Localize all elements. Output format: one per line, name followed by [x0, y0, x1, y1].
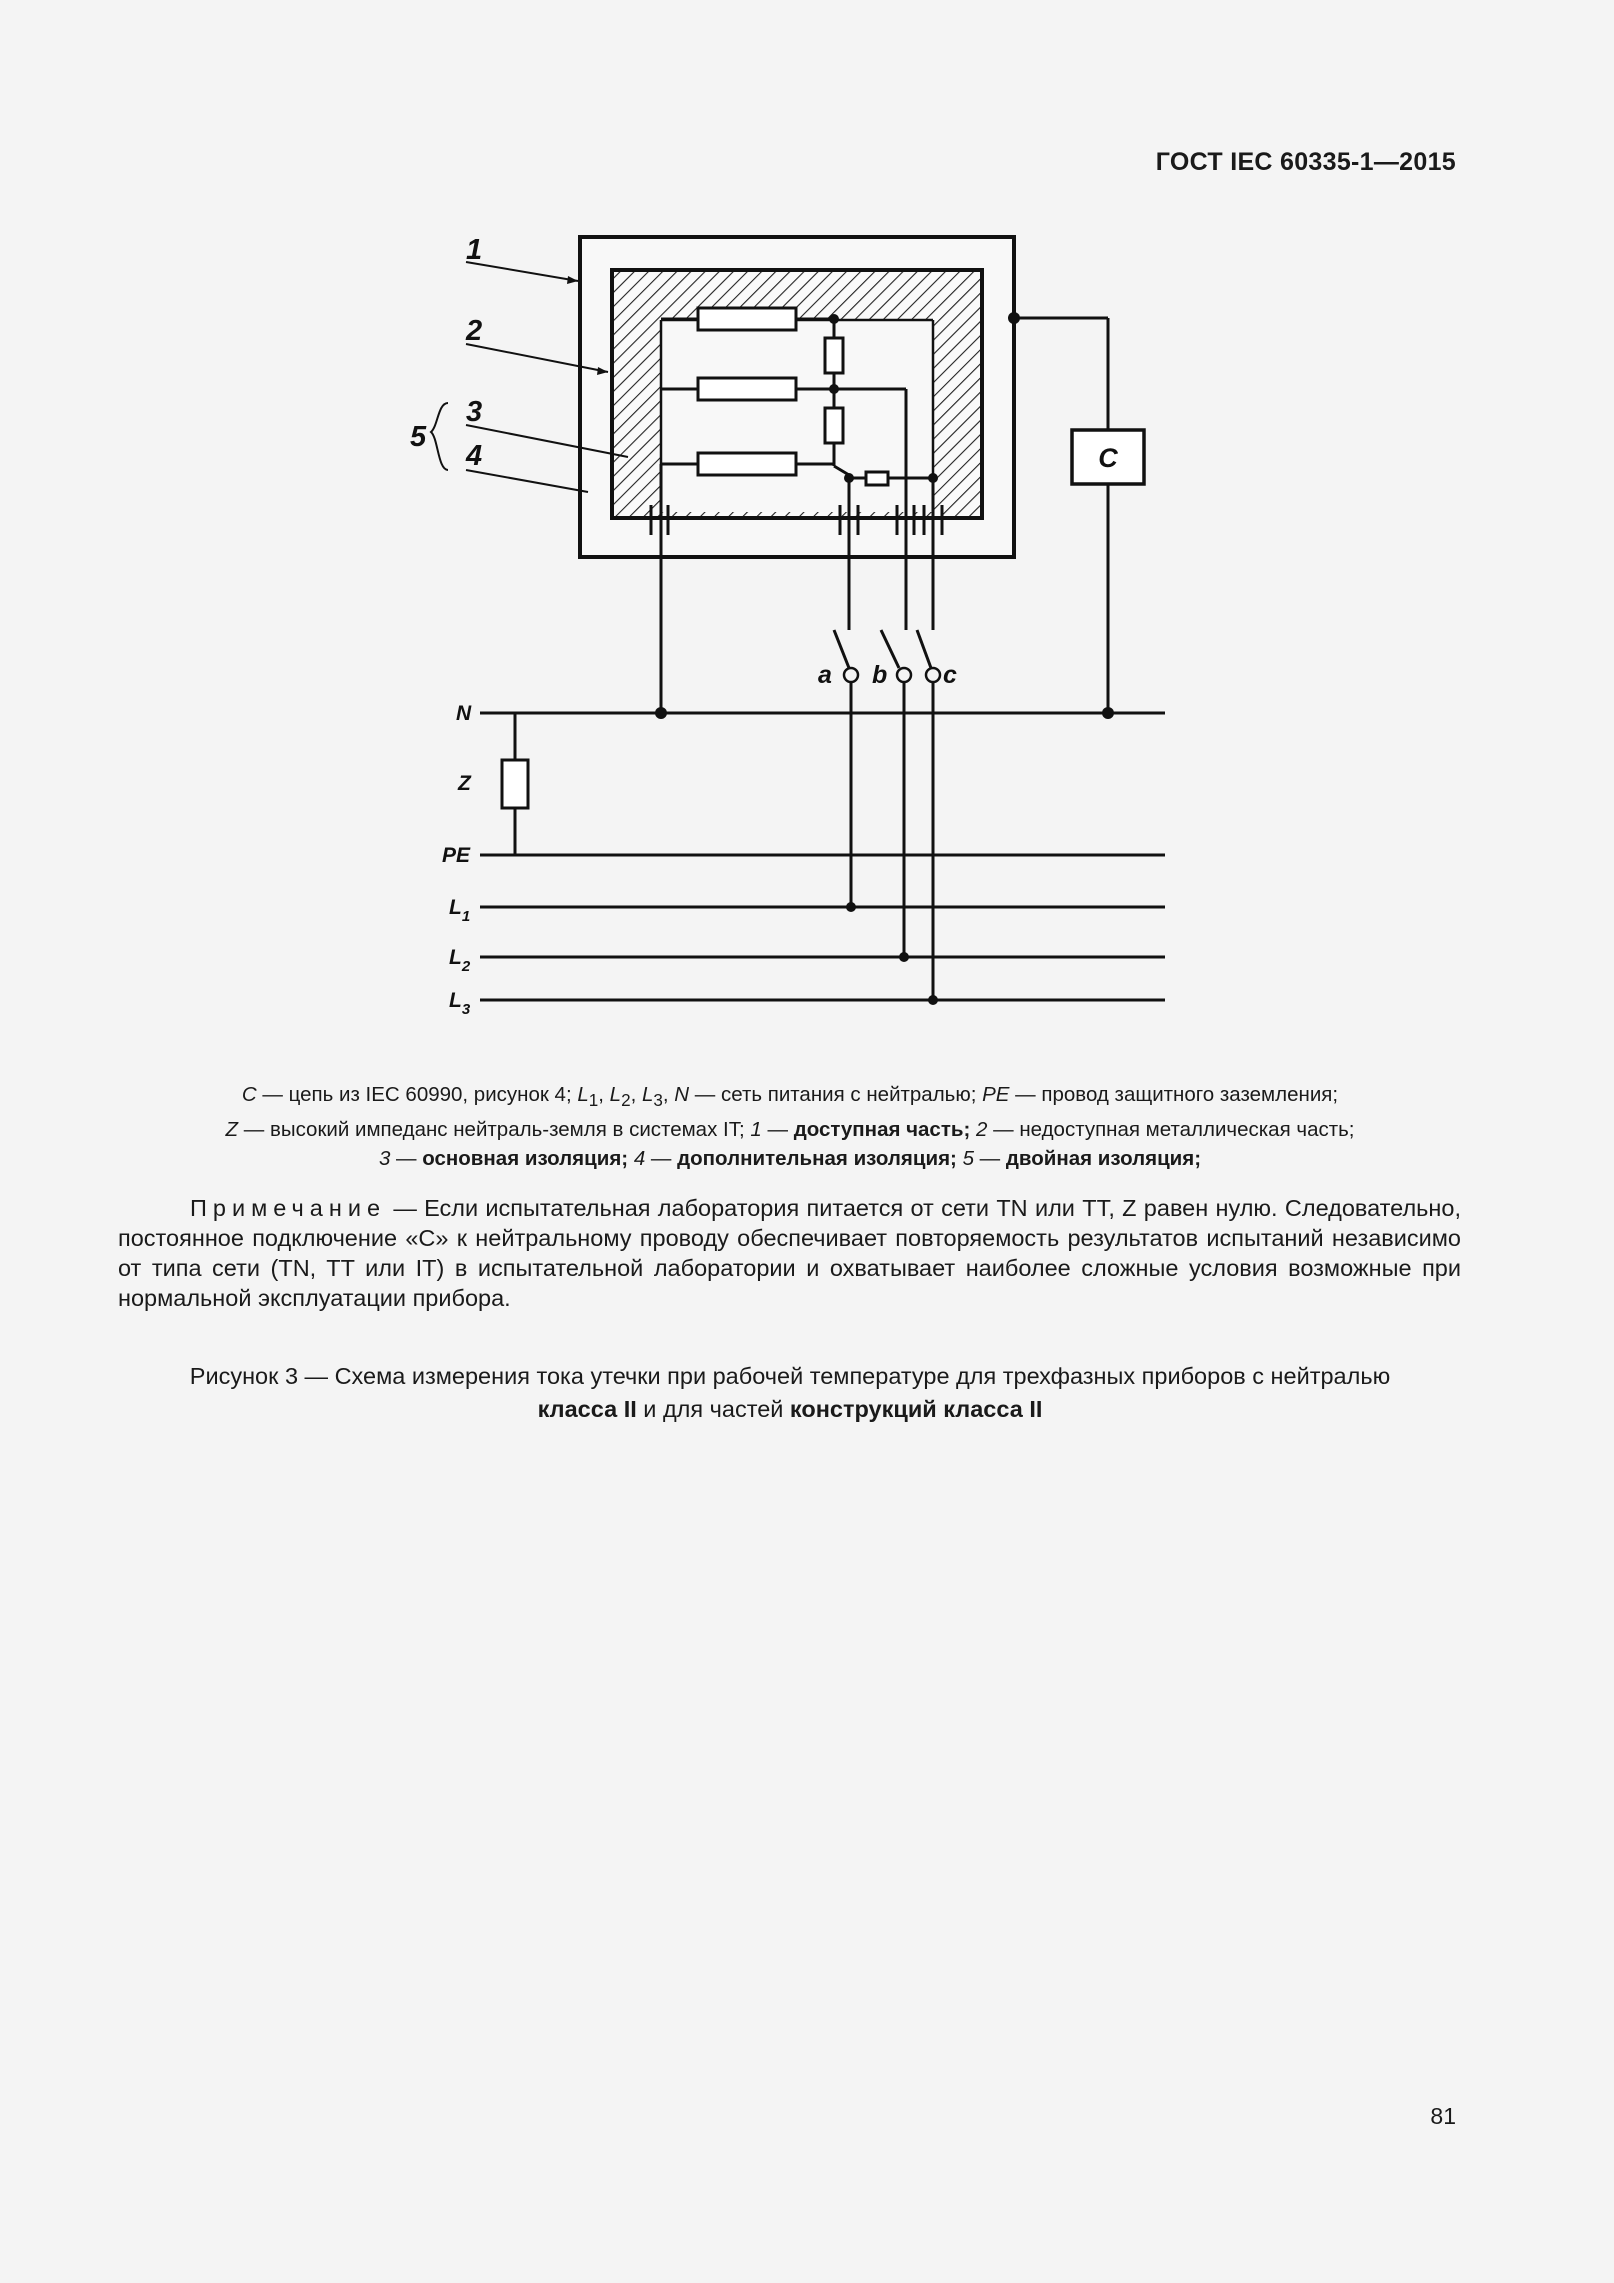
line-n-label: N [456, 702, 472, 725]
label-2: 2 [466, 315, 483, 347]
line-pe-label: PE [442, 844, 471, 867]
label-1: 1 [466, 234, 483, 266]
note-label: Примечание [190, 1195, 387, 1221]
inaccessible-metal-part [661, 320, 933, 512]
legend-line-2: Z — высокий импеданс нейтраль-земля в системах IT; 1 — доступная часть; 2 — недоступная металлическая часть; [225, 1118, 1355, 1142]
label-4: 4 [466, 440, 483, 472]
document-header: ГОСТ IEC 60335-1—2015 [1155, 148, 1456, 176]
meter-label: C [1098, 443, 1118, 473]
switch-b-contact [897, 668, 911, 682]
leakage-current-circuit-diagram [0, 0, 1614, 1060]
line-z-label: Z [458, 772, 471, 795]
legend-line-1: C — цепь из IEC 60990, рисунок 4; $L_1$, $L_2$, $L_3$, N — сеть питания с нейтралью; PE — провод защитного заземления; [241, 1083, 1339, 1111]
switch-c-contact [926, 668, 940, 682]
legend-line-3: 3 — основная изоляция; 4 — дополнительная изоляция; 5 — двойная изоляция; [378, 1147, 1202, 1171]
switch-a-contact [844, 668, 858, 682]
note-text: — Если испытательная лаборатория питается от сети TN или TT, Z равен нулю. Следовательно, постоянное подключение «C» к нейтральному проводу обеспечивает повторяемость результатов испытаний независимо от типа сети (TN, TT или IT) в испытательной лаборатории и охватывает наиболее сложные условия возможные при нормальной эксплуатации прибора. [118, 1195, 1461, 1311]
impedance-z [502, 760, 528, 808]
switch-c-label: c [943, 661, 957, 689]
note-paragraph [118, 1193, 1461, 1313]
label-5: 5 [410, 421, 427, 453]
line-l1-label: $L_1$ [449, 896, 471, 925]
page-number: 81 [1430, 2103, 1456, 2129]
line-l2-label: $L_2$ [449, 946, 471, 975]
switch-b-label: b [872, 661, 888, 689]
line-l3-label: $L_3$ [449, 989, 471, 1018]
label-3: 3 [466, 396, 483, 428]
switch-a-label: a [818, 661, 832, 689]
figure-caption: Рисунок 3 — Схема измерения тока утечки при рабочей температуре для трехфазных приборов с нейтралью класса II и для частей конструкций класса II [189, 1363, 1391, 1422]
figure-legend [90, 1080, 1490, 1173]
